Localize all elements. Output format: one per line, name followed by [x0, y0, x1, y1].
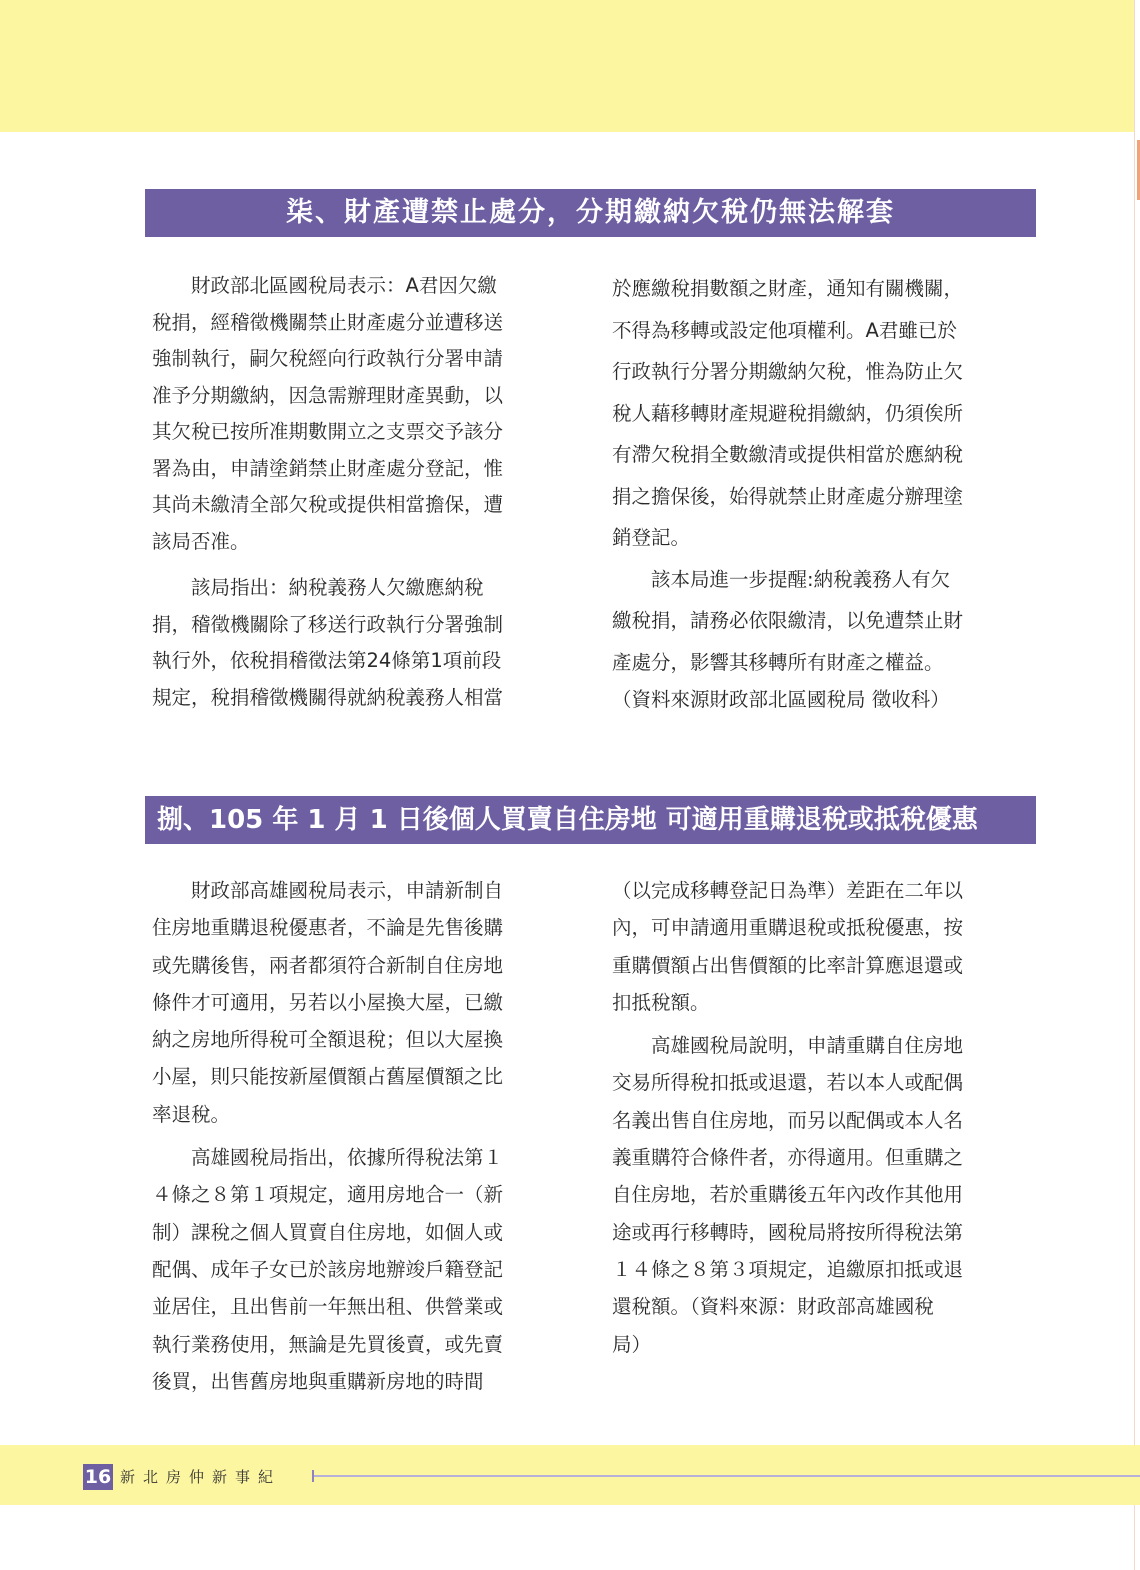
section-2-title: 捌、105 年 1 月 1 日後個人買賣自住房地 可適用重購退稅或抵稅優惠 [145, 796, 1036, 844]
text-line: １４條之８第３項規定，追繳原扣抵或退 [612, 1257, 964, 1281]
text-line: 制）課稅之個人買賣自住房地，如個人或 [152, 1220, 504, 1244]
text-line: 率退稅。 [152, 1102, 231, 1126]
text-line: 高雄國稅局指出，依據所得稅法第１ [152, 1146, 504, 1170]
text-line: 自住房地，若於重購後五年內改作其他用 [612, 1183, 964, 1207]
text-line: 捐，稽徵機關除了移送行政執行分署強制 [152, 612, 504, 636]
text-line: 該局否准。 [152, 529, 250, 553]
page-edge [1134, 0, 1140, 1570]
text-line: 條件才可適用，另若以小屋換大屋，已繳 [152, 990, 504, 1014]
text-line: 稅人藉移轉財產規避稅捐繳納，仍須俟所 [612, 401, 964, 425]
text-line: 強制執行，嗣欠稅經向行政執行分署申請 [152, 347, 504, 370]
text-line: 行政執行分署分期繳納欠稅，惟為防止欠 [612, 360, 964, 383]
top-decorative-band [0, 0, 1140, 132]
text-line: 扣抵稅額。 [612, 990, 710, 1014]
text-line: 後買，出售舊房地與重購新房地的時間 [152, 1369, 484, 1393]
text-line: 署為由，申請塗銷禁止財產處分登記，惟 [152, 456, 504, 480]
text-line: 捐之擔保後，始得就禁止財產處分辦理塗 [612, 484, 964, 508]
text-line: 或先購後售，兩者都須符合新制自住房地 [152, 953, 504, 977]
text-line: 納之房地所得稅可全額退稅；但以大屋換 [152, 1028, 504, 1052]
text-line: 准予分期繳納，因急需辦理財產異動，以 [152, 383, 504, 407]
text-line: 執行外，依稅捐稽徵法第24條第1項前段 [152, 649, 502, 672]
text-line: 配偶、成年子女已於該房地辦竣戶籍登記 [152, 1257, 504, 1281]
text-line: 產處分，影響其移轉所有財產之權益。 [612, 650, 944, 674]
text-line: 稅捐，經稽徵機關禁止財產處分並遭移送 [152, 310, 504, 334]
text-line: 繳稅捐，請務必依限繳清，以免遭禁止財 [612, 609, 964, 632]
text-line: 義重購符合條件者，亦得適用。但重購之 [612, 1146, 964, 1170]
text-line: 高雄國稅局說明，申請重購自住房地 [612, 1034, 964, 1058]
text-line: 其欠稅已按所准期數開立之支票交予該分 [152, 420, 504, 443]
text-line: 銷登記。 [612, 526, 691, 549]
text-line: （以完成移轉登記日為準）差距在二年以 [612, 879, 964, 902]
text-line: ４條之８第１項規定，適用房地合一（新 [152, 1183, 504, 1207]
text-line: 還稅額。（資料來源：財政部高雄國稅 [612, 1295, 934, 1319]
text-line: 名義出售自住房地，而另以配偶或本人名 [612, 1108, 964, 1132]
text-line: 有滯欠稅捐全數繳清或提供相當於應納稅 [612, 443, 964, 466]
text-line: 規定，稅捐稽徵機關得就納稅義務人相當 [152, 685, 504, 709]
text-line: 其尚未繳清全部欠稅或提供相當擔保，遭 [152, 493, 504, 516]
section-1-title: 柒、財產遭禁止處分，分期繳納欠稅仍無法解套 [145, 189, 1036, 237]
text-line: 不得為移轉或設定他項權利。A君雖已於 [612, 318, 957, 342]
text-line: 局） [612, 1332, 652, 1356]
footer-rule [312, 1470, 1140, 1482]
text-line: 並居住，且出售前一年無出租、供營業或 [152, 1295, 504, 1319]
text-line: 小屋，則只能按新屋價額占舊屋價額之比 [152, 1065, 504, 1089]
section-2-right-column [612, 872, 1032, 1363]
text-line: 於應繳稅捐數額之財產，通知有關機關， [612, 277, 964, 300]
magazine-title: 新北房仲新事紀 [120, 1468, 282, 1486]
source-citation: （資料來源財政部北區國稅局 徵收科） [612, 688, 950, 711]
text-line: 執行業務使用，無論是先買後賣，或先賣 [152, 1332, 504, 1356]
section-2-left-column [152, 872, 572, 1400]
text-line: 途或再行移轉時，國稅局將按所得稅法第 [612, 1220, 964, 1244]
section-1-left-column [152, 268, 572, 716]
text-line: 財政部高雄國稅局表示，申請新制自 [152, 879, 504, 902]
page-number: 16 [84, 1466, 112, 1488]
text-line: 內，可申請適用重購退稅或抵稅優惠，按 [612, 916, 964, 940]
section-1-right-column [612, 268, 1032, 717]
text-line: 住房地重購退稅優惠者，不論是先售後購 [152, 916, 504, 940]
text-line: 財政部北區國稅局表示：A君因欠繳 [152, 274, 497, 297]
text-line: 重購價額占出售價額的比率計算應退還或 [612, 953, 964, 977]
text-line: 該本局進一步提醒:納稅義務人有欠 [612, 567, 951, 591]
text-line: 交易所得稅扣抵或退還，若以本人或配偶 [612, 1071, 964, 1095]
text-line: 該局指出：納稅義務人欠繳應納稅 [152, 576, 484, 599]
